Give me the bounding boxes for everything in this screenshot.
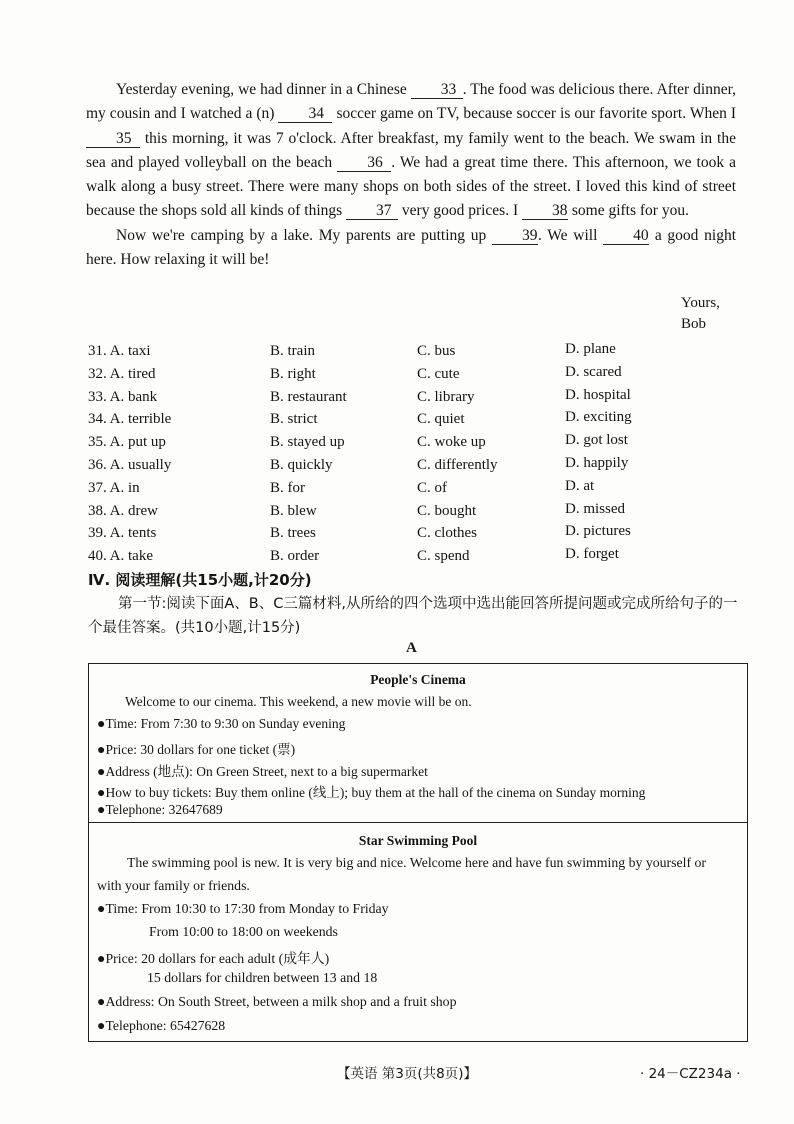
letter-closing: Yours,: [681, 295, 720, 311]
option-row-34: [88, 408, 728, 431]
cinema-time: Time: From 7:30 to 9:30 on Sunday evening: [105, 716, 346, 731]
cinema-time-item: [97, 716, 345, 733]
option-a: 34. A. terrible: [88, 411, 172, 428]
bullet-icon: ●: [97, 995, 106, 1010]
option-c: C. woke up: [417, 434, 486, 451]
cinema-telephone: Telephone: 32647689: [105, 802, 223, 817]
option-row-37: [88, 477, 728, 500]
cinema-notice: [88, 663, 748, 823]
option-b: B. blew: [270, 502, 317, 519]
exam-code: · 24－CZ234a ·: [640, 1066, 741, 1082]
option-c: C. bus: [417, 343, 456, 359]
option-d: D. pictures: [565, 523, 631, 540]
option-row-31: [88, 340, 728, 363]
bullet-icon: ●: [97, 952, 106, 967]
pool-notice: [88, 822, 748, 1042]
material-letter: A: [406, 640, 417, 656]
pool-intro-1: The swimming pool is new. It is very big and nice. Welcome here and have fun swimming by yourself or: [127, 855, 706, 870]
option-d: D. at: [565, 477, 595, 494]
option-a: 31. A. taxi: [88, 343, 151, 359]
option-b: B. train: [270, 343, 315, 359]
pool-price-2: 15 dollars for children between 13 and 18: [147, 970, 378, 985]
blank-35: 35: [86, 130, 140, 148]
cinema-telephone-item: [97, 802, 223, 819]
passage-text: . We had a great time there. This afternoon, we took a walk along a busy street. There were many shops on both sides of the street. I loved this kind of street because the shops sold all kinds of things: [86, 153, 737, 220]
bullet-icon: ●: [97, 717, 106, 732]
passage-text: . The food was delicious there. After dinner, my cousin and I watched a (n): [86, 81, 736, 123]
pool-address: Address: On South Street, between a milk shop and a fruit shop: [105, 994, 457, 1009]
pool-time-2: From 10:00 to 18:00 on weekends: [149, 924, 338, 939]
option-b: B. restaurant: [270, 388, 347, 405]
passage-text: Yesterday evening, we had dinner in a Chinese: [116, 81, 407, 98]
passage-text: soccer game on TV, because soccer is our favorite sport. When I: [336, 105, 737, 123]
option-a: 35. A. put up: [88, 434, 166, 451]
option-row-40: [88, 545, 728, 568]
option-c: C. spend: [417, 548, 470, 565]
cinema-buy: How to buy tickets: Buy them online (线上); buy them at the hall of the cinema on Sunday morning: [105, 785, 646, 800]
pool-price-item: [97, 947, 329, 968]
option-row-33: [88, 386, 728, 409]
passage-text: a good night here. How relaxing it will be!: [86, 226, 736, 269]
instruction-text: 第一节:阅读下面A、B、C三篇材料,从所给的四个选项中选出能回答所提问题或完成所给句子的一个最佳答案。(共10小题,计15分): [88, 596, 738, 636]
option-d: D. forget: [565, 546, 619, 563]
bullet-icon: ●: [97, 786, 106, 801]
option-d: D. hospital: [565, 386, 631, 403]
answer-options: [88, 340, 728, 568]
pool-address-item: [97, 994, 456, 1011]
option-c: C. clothes: [417, 525, 477, 542]
cinema-intro: Welcome to our cinema. This weekend, a new movie will be on.: [125, 694, 472, 709]
passage-text: some gifts for you.: [571, 202, 689, 220]
option-c: C. differently: [417, 456, 498, 473]
cinema-price: Price: 30 dollars for one ticket (票): [105, 742, 296, 757]
option-d: D. happily: [565, 454, 629, 471]
option-d: D. plane: [565, 341, 616, 357]
pool-intro-2: with your family or friends.: [97, 878, 250, 893]
pool-title: Star Swimming Pool: [358, 833, 478, 848]
option-b: B. trees: [270, 525, 316, 542]
cinema-title: People's Cinema: [370, 672, 466, 687]
cinema-address: Address (地点): On Green Street, next to a big supermarket: [105, 764, 428, 779]
option-b: B. for: [270, 479, 305, 496]
cloze-passage: [86, 78, 736, 272]
option-a: 33. A. bank: [88, 388, 158, 405]
option-a: 40. A. take: [88, 548, 153, 565]
option-b: B. quickly: [270, 456, 333, 473]
passage-paragraph-1: [86, 78, 736, 224]
page-footer: [0, 1057, 794, 1083]
bullet-icon: ●: [97, 1019, 106, 1034]
section-heading: Ⅳ. 阅读理解(共15小题,计20分): [88, 571, 312, 589]
passage-text: this morning, it was 7 o'clock. After breakfast, my family went to the beach. We swam in the sea and played volleyball on the beach: [86, 129, 736, 171]
option-a: 39. A. tents: [88, 525, 157, 542]
passage-text: very good prices. I: [401, 202, 519, 220]
passage-text: Now we're camping by a lake. My parents are putting up: [116, 226, 487, 244]
option-a: 37. A. in: [88, 479, 140, 496]
cinema-price-item: [97, 738, 295, 759]
option-row-32: [88, 363, 728, 386]
option-c: C. bought: [417, 502, 477, 519]
cinema-address-item: [97, 760, 428, 781]
pool-telephone: Telephone: 65427628: [105, 1018, 226, 1033]
section-instruction: [88, 592, 748, 640]
option-a: 32. A. tired: [88, 365, 156, 382]
cinema-buy-item: [97, 781, 645, 802]
blank-39: 39: [492, 227, 538, 245]
option-b: B. right: [270, 365, 316, 382]
option-c: C. library: [417, 388, 475, 405]
option-c: C. of: [417, 479, 447, 496]
option-row-39: [88, 522, 728, 545]
option-c: C. quiet: [417, 411, 465, 428]
blank-33: 33: [411, 81, 463, 99]
option-row-38: [88, 500, 728, 523]
blank-36: 36: [337, 154, 391, 172]
blank-38: 38: [522, 202, 568, 220]
option-b: B. order: [270, 548, 320, 565]
bullet-icon: ●: [97, 803, 106, 818]
option-b: B. stayed up: [270, 434, 345, 451]
pool-telephone-item: [97, 1018, 225, 1035]
blank-40: 40: [603, 227, 649, 245]
option-d: D. missed: [565, 500, 625, 517]
pool-time-item: [97, 901, 389, 918]
pool-price-1: Price: 20 dollars for each adult (成年人): [105, 951, 330, 966]
pool-time-1: Time: From 10:30 to 17:30 from Monday to Friday: [105, 901, 389, 916]
blank-37: 37: [346, 202, 398, 220]
option-row-36: [88, 454, 728, 477]
bullet-icon: ●: [97, 743, 106, 758]
blank-34: 34: [278, 105, 332, 123]
option-d: D. exciting: [565, 409, 632, 426]
option-row-35: [88, 431, 728, 454]
option-c: C. cute: [417, 365, 460, 382]
option-d: D. got lost: [565, 432, 628, 449]
passage-paragraph-2: [86, 224, 736, 273]
passage-text: . We will: [537, 226, 598, 244]
option-a: 36. A. usually: [88, 456, 172, 473]
option-b: B. strict: [270, 411, 318, 428]
letter-signature: Bob: [681, 316, 707, 332]
option-a: 38. A. drew: [88, 502, 158, 519]
option-d: D. scared: [565, 363, 622, 380]
page-number: 【英语 第3页(共8页)】: [337, 1066, 478, 1082]
bullet-icon: ●: [97, 765, 106, 780]
bullet-icon: ●: [97, 902, 106, 917]
